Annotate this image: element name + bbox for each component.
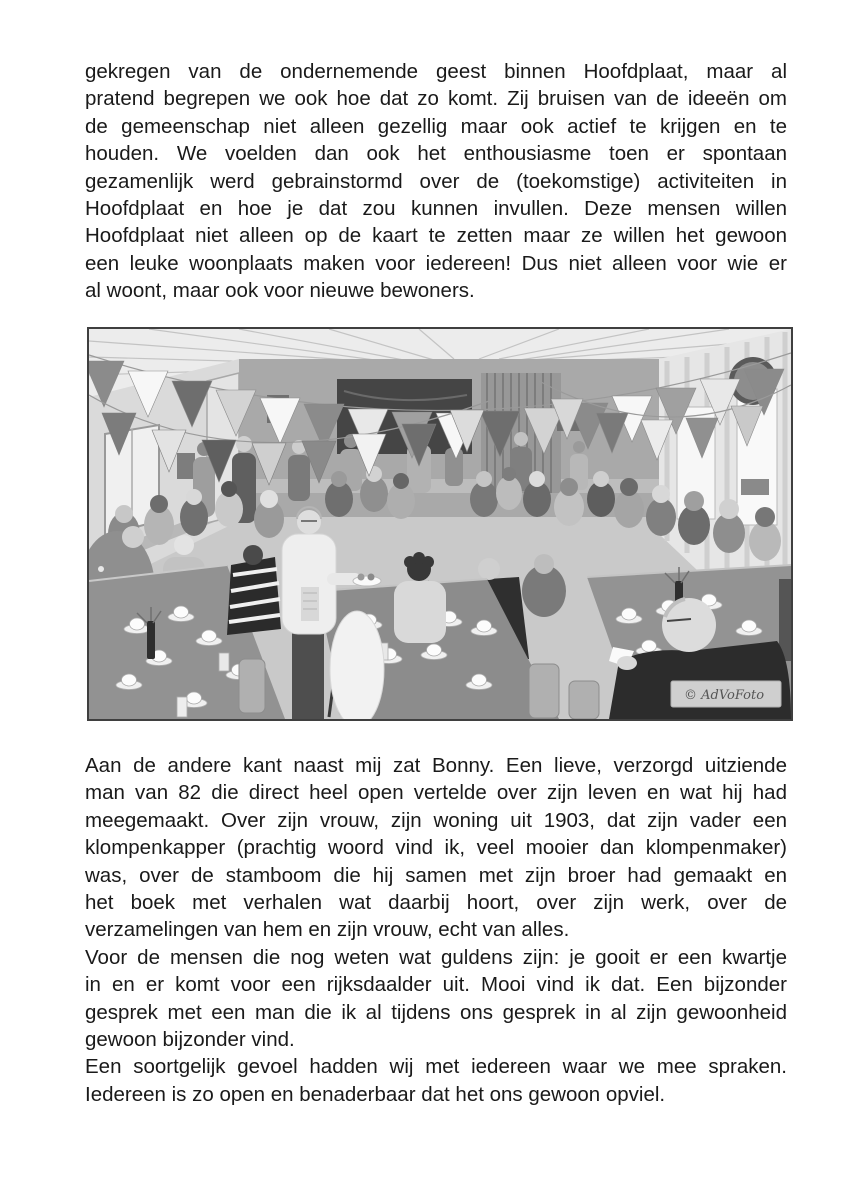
text-line: gewoon bijzonder vind. — [85, 1027, 295, 1051]
text-line: al woont, maar ook voor nieuwe bewoners. — [85, 279, 475, 303]
text-line: Een soortgelijk gevoel hadden wij met iedereen waar we mee spraken. — [85, 1055, 787, 1079]
paragraph-1 — [85, 58, 787, 305]
text-line: was, over de stamboom die hij samen met zijn broer had gemaakt en — [85, 863, 787, 887]
text-line: verzamelingen van hem en zijn vrouw, echt van alles. — [85, 918, 570, 942]
body-text — [85, 752, 787, 1108]
text-line: meegemaakt. Over zijn vrouw, zijn woning uit 1903, dat zijn vader een — [85, 808, 787, 832]
text-line: gesprek met een man die ik al tijdens ons gesprek in al zijn gewoonheid — [85, 1000, 787, 1024]
paragraph-3 — [85, 944, 787, 1054]
text-line: een leuke woonplaats maken voor iedereen! Dus niet alleen voor wie er — [85, 251, 787, 275]
text-line: Hoofdplaat en hoe je dat zou kunnen invullen. Deze mensen willen — [85, 196, 787, 220]
text-line: pratend begrepen we ook hoe dat zo komt. Zij bruisen van de ideeën om — [85, 87, 787, 111]
text-line: de gemeenschap niet alleen gezellig maar ook actief te krijgen en te — [85, 114, 787, 138]
white-coat — [330, 611, 384, 719]
text-line: Iedereen is zo open en benaderbaar dat het ons gewoon opviel. — [85, 1082, 666, 1106]
text-line: het boek met verhalen wat daarbij hoort, over zijn werk, over de — [85, 890, 787, 914]
photo-illustration — [89, 329, 791, 719]
text-line: gezamenlijk werd gebrainstormd over de (toekomstige) activiteiten in — [85, 169, 787, 193]
wall-picture — [177, 453, 195, 479]
text-line: gekregen van de ondernemende geest binnen Hoofdplaat, maar al — [85, 60, 787, 83]
text-line: klompenkapper (prachtig woord vind ik, veel mooier dan klompenmaker) — [85, 836, 787, 860]
text-line: Aan de andere kant naast mij zat Bonny. Een lieve, verzorgd uitziende — [85, 754, 787, 777]
text-line: Hoofdplaat niet alleen op de kaart te zetten maar ze willen het gewoon — [85, 224, 787, 248]
text-line: man van 82 die direct heel open vertelde over zijn leven en wat hij had — [85, 781, 787, 805]
text-line: in en er komt voor een rijksdaalder uit. Mooi vind ik dat. Een bijzonder — [85, 973, 787, 997]
photo-watermark — [671, 681, 781, 707]
svg-text:© AdVoFoto: © AdVoFoto — [684, 688, 765, 703]
paragraph-4 — [85, 1053, 787, 1108]
community-gathering-photo — [87, 327, 793, 721]
paragraph-2 — [85, 752, 787, 944]
text-line: houden. We voelden dan ook het enthousiasme toen er spontaan — [85, 142, 787, 166]
text-line: Voor de mensen die nog weten wat guldens zijn: je gooit er een kwartje — [85, 945, 787, 969]
